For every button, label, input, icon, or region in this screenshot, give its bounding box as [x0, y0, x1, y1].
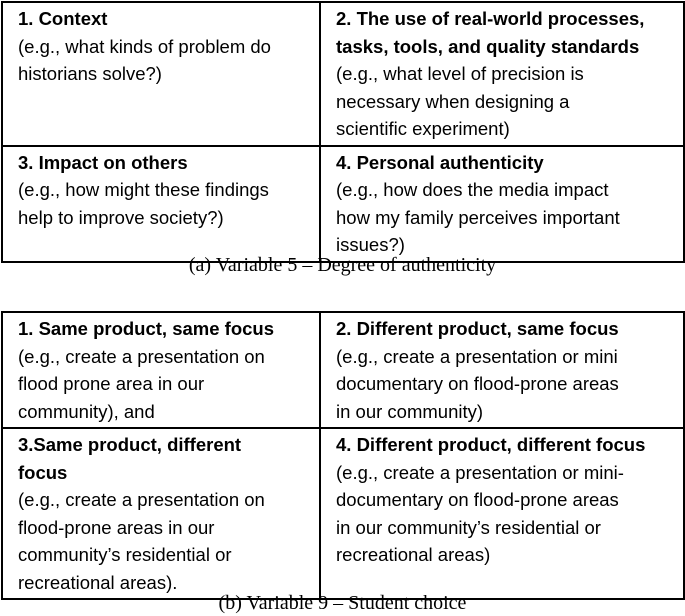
cell-title: 1. Same product, same focus: [18, 318, 275, 339]
table-cell-different-product-same-focus: [320, 312, 684, 428]
student-choice-table: [1, 311, 685, 600]
cell-example: (e.g., how does the media impact how my family perceives important issues?): [336, 179, 620, 255]
authenticity-table: [1, 1, 685, 263]
cell-title: 3.Same product, different focus: [18, 434, 242, 483]
table-cell-impact-on-others: [2, 146, 320, 262]
table-cell-different-product-different-focus: [320, 428, 684, 599]
table-row: [2, 428, 684, 599]
cell-title: 4. Personal authenticity: [336, 151, 544, 173]
table-row: [2, 2, 684, 146]
cell-title: 2. The use of real-world processes, tasks, tools, and quality standards: [336, 8, 645, 57]
cell-example: (e.g., create a presentation on flood prone area in our community), and: [18, 345, 265, 422]
table-cell-context: [2, 2, 320, 146]
cell-example: (e.g., create a presentation or mini documentary on flood-prone areas in our community): [336, 345, 619, 422]
table-cell-same-product-different-focus: [2, 428, 320, 599]
cell-example: (e.g., create a presentation on flood-prone areas in our community’s residential or recreational areas).: [18, 489, 265, 593]
table-cell-same-product-same-focus: [2, 312, 320, 428]
caption-authenticity: (a) Variable 5 – Degree of authenticity: [188, 254, 497, 276]
cell-example: (e.g., how might these findings help to improve society?): [18, 179, 269, 228]
table-row: [2, 146, 684, 262]
cell-title: 4. Different product, different focus: [336, 434, 646, 455]
table-cell-real-world-processes: [320, 2, 684, 146]
table-cell-personal-authenticity: [320, 146, 684, 262]
cell-example: (e.g., create a presentation or mini- documentary on flood-prone areas in our community’s residential or recreational areas): [336, 461, 624, 565]
cell-example: (e.g., what kinds of problem do historians solve?): [18, 35, 271, 84]
table-row: [2, 312, 684, 428]
cell-example: (e.g., what level of precision is necessary when designing a scientific experiment): [336, 63, 584, 139]
cell-title: 3. Impact on others: [18, 151, 188, 173]
cell-title: 2. Different product, same focus: [336, 318, 619, 339]
caption-student-choice: (b) Variable 9 – Student choice: [218, 592, 467, 614]
cell-title: 1. Context: [18, 8, 108, 29]
